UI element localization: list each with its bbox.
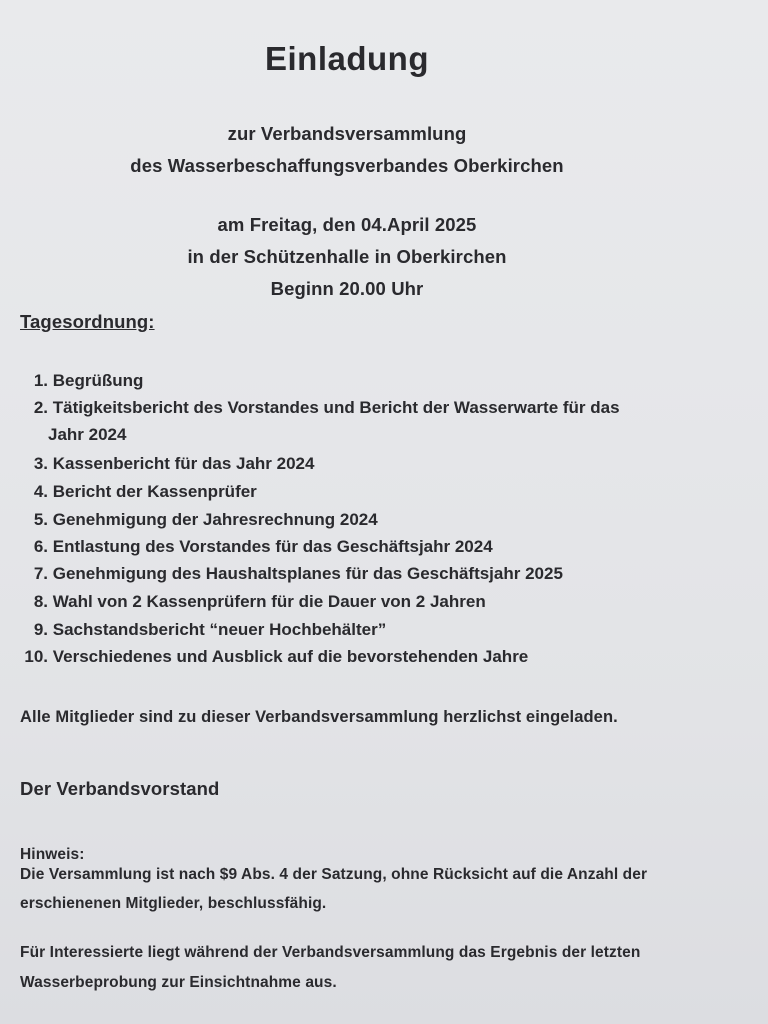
agenda-item-text: Begrüßung (52, 371, 144, 390)
agenda-item-3 (22, 454, 314, 474)
document-title: Einladung (265, 40, 429, 77)
agenda-item-6 (22, 537, 493, 557)
agenda-item-4 (22, 482, 257, 502)
agenda-item-number: 1. (33, 371, 48, 390)
signature: Der Verbandsvorstand (20, 778, 220, 799)
agenda-item-number: 6. (33, 537, 48, 556)
note-label: Hinweis: (20, 846, 85, 863)
agenda-item-text: Verschiedenes und Ausblick auf die bevorstehenden Jahre (52, 647, 529, 666)
event-start-time: Beginn 20.00 Uhr (270, 278, 424, 299)
info-line-1: Für Interessierte liegt während der Verbandsversammlung das Ergebnis der letzten (20, 944, 641, 961)
agenda-item-number: 10. (24, 647, 48, 666)
agenda-item-text: Bericht der Kassenprüfer (52, 482, 257, 501)
agenda-item-2 (22, 398, 620, 445)
event-date: am Freitag, den 04.April 2025 (217, 214, 477, 235)
agenda-item-text: Sachstandsbericht “neuer Hochbehälter” (52, 620, 387, 639)
agenda-item-1 (22, 371, 143, 391)
note-line-1: Die Versammlung ist nach $9 Abs. 4 der Satzung, ohne Rücksicht auf die Anzahl der (20, 866, 648, 883)
subtitle-line-1: zur Verbandsversammlung (227, 123, 467, 144)
agenda-item-number: 9. (33, 620, 48, 639)
agenda-item-text: Genehmigung des Haushaltsplanes für das Geschäftsjahr 2025 (52, 564, 563, 583)
note-line-2: erschienenen Mitglieder, beschlussfähig. (20, 895, 327, 912)
agenda-item-number: 3. (33, 454, 48, 473)
agenda-item-number: 4. (33, 482, 48, 501)
agenda-item-number: 2. (33, 398, 48, 417)
agenda-item-text: Entlastung des Vorstandes für das Geschäftsjahr 2024 (52, 537, 493, 556)
agenda-item-text: Genehmigung der Jahresrechnung 2024 (52, 510, 378, 529)
info-line-2: Wasserbeprobung zur Einsichtnahme aus. (20, 974, 337, 991)
event-location: in der Schützenhalle in Oberkirchen (187, 246, 507, 267)
agenda-item-10 (22, 647, 528, 667)
agenda-item-number: 7. (33, 564, 48, 583)
agenda-item-7 (22, 564, 563, 584)
agenda-item-8 (22, 592, 486, 612)
subtitle-line-2: des Wasserbeschaffungsverbandes Oberkirchen (130, 155, 564, 176)
agenda-item-9 (22, 620, 386, 640)
agenda-item-text-continued: Jahr 2024 (48, 425, 127, 444)
invitation-text: Alle Mitglieder sind zu dieser Verbandsversammlung herzlichst eingeladen. (20, 708, 618, 726)
agenda-item-text: Tätigkeitsbericht des Vorstandes und Bericht der Wasserwarte für das (52, 398, 620, 417)
agenda-heading: Tagesordnung: (20, 311, 155, 332)
agenda-item-text: Kassenbericht für das Jahr 2024 (52, 454, 315, 473)
agenda-item-number: 8. (33, 592, 48, 611)
agenda-item-5 (22, 510, 378, 530)
agenda-item-number: 5. (33, 510, 48, 529)
agenda-item-text: Wahl von 2 Kassenprüfern für die Dauer von 2 Jahren (52, 592, 486, 611)
